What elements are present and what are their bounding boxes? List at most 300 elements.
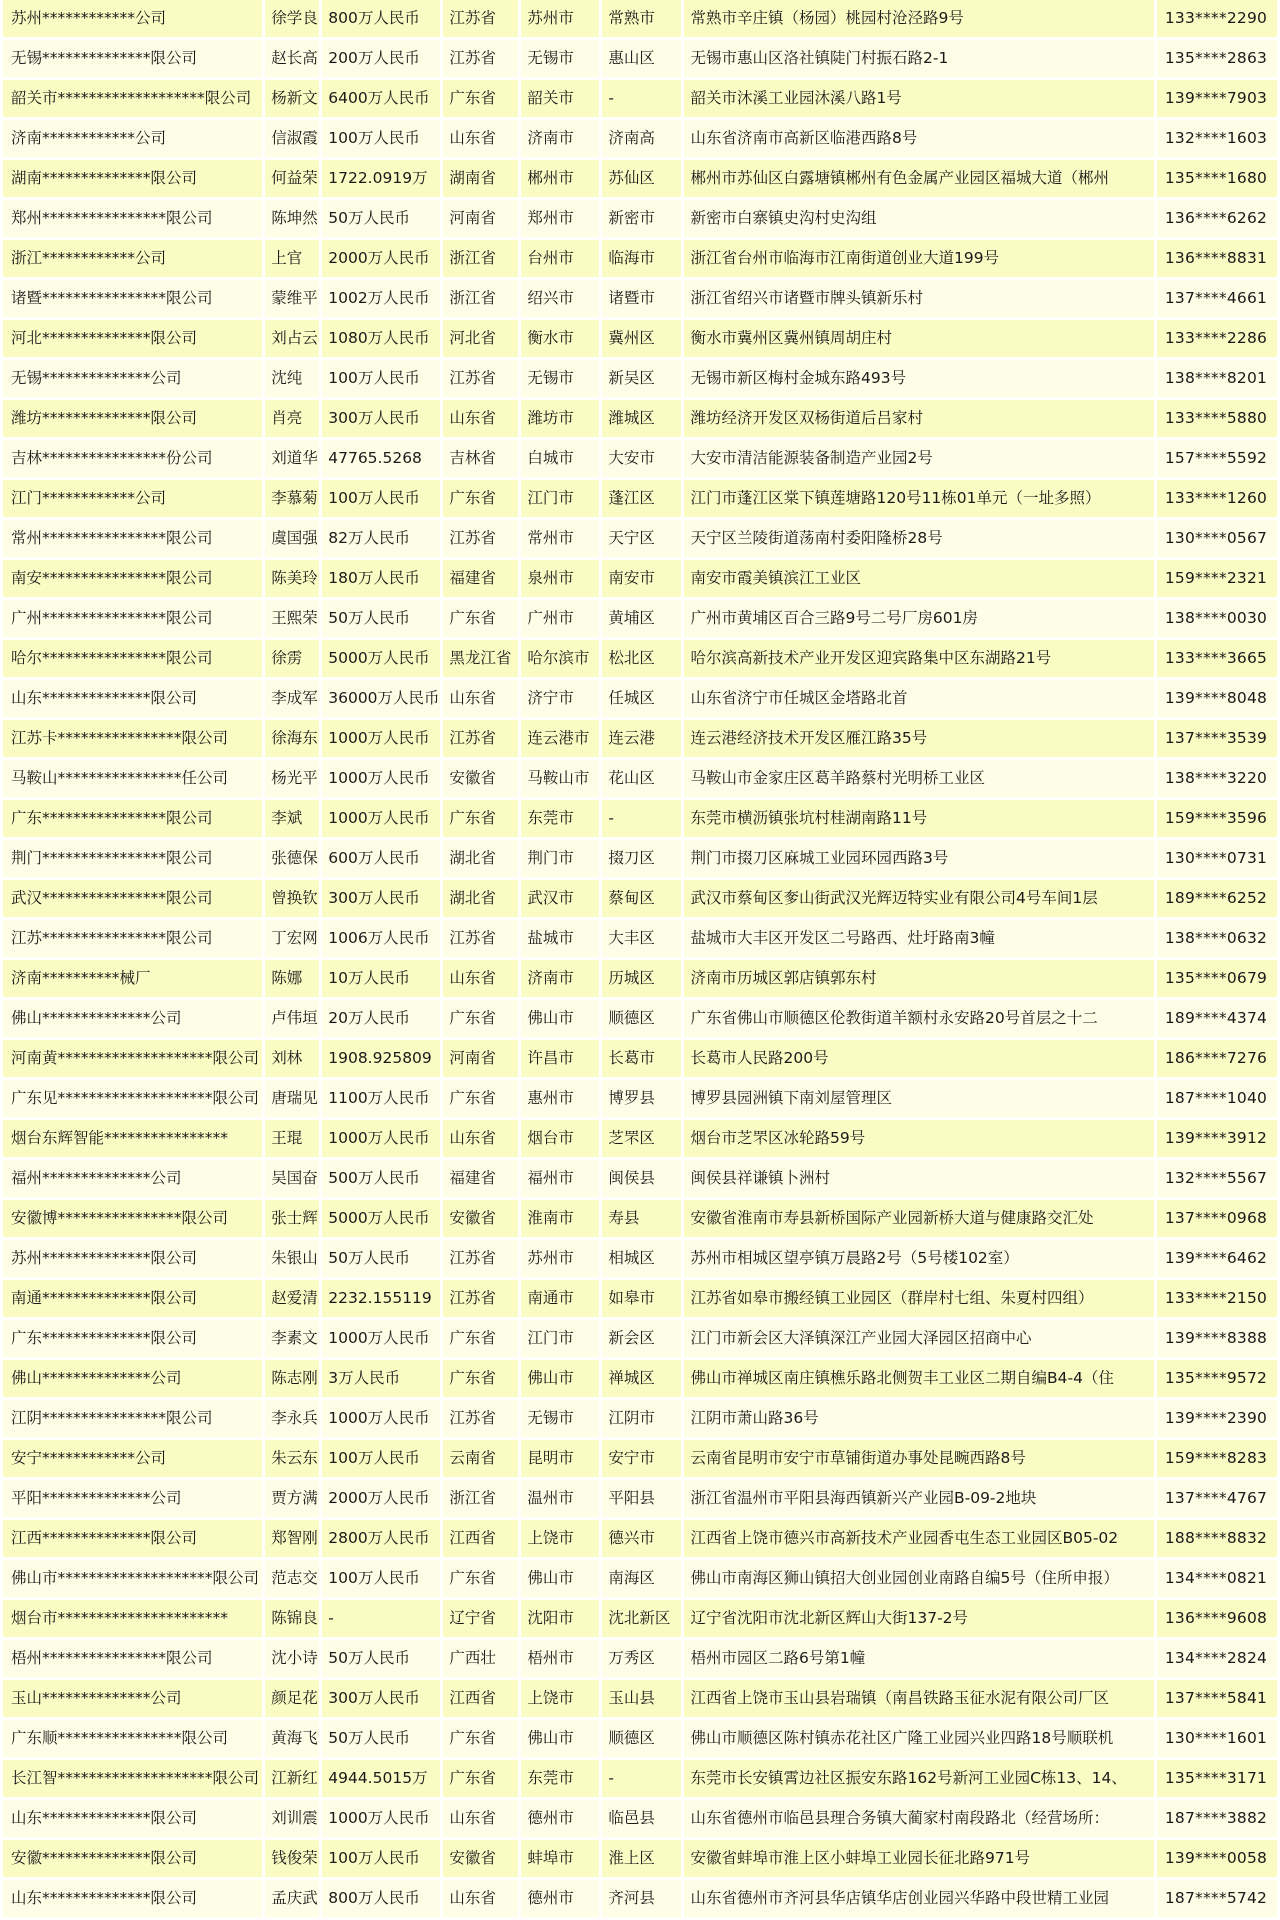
registered-capital-cell: -	[322, 1600, 440, 1637]
company-name-cell: 浙江************公司	[3, 240, 262, 277]
table-row	[3, 520, 1277, 557]
address-cell: 山东省济南市高新区临港西路8号	[684, 120, 1153, 157]
city-cell: 济宁市	[521, 680, 599, 717]
district-cell: 禅城区	[602, 1360, 681, 1397]
phone-cell: 137****4767	[1157, 1480, 1277, 1517]
registered-capital-cell: 2000万人民币	[322, 1480, 440, 1517]
company-name-cell: 玉山**************公司	[3, 1680, 262, 1717]
legal-person-cell: 江新红	[265, 1760, 319, 1797]
table-row	[3, 160, 1277, 197]
phone-cell: 133****1260	[1157, 480, 1277, 517]
city-cell: 哈尔滨市	[521, 640, 599, 677]
company-name-cell: 江苏卡****************限公司	[3, 720, 262, 757]
registered-capital-cell: 2800万人民币	[322, 1520, 440, 1557]
company-name-cell: 佛山**************公司	[3, 1360, 262, 1397]
phone-cell: 187****1040	[1157, 1080, 1277, 1117]
company-name-cell: 长江智********************限公司	[3, 1760, 262, 1797]
table-row	[3, 1120, 1277, 1157]
company-name-cell: 佛山市********************限公司	[3, 1560, 262, 1597]
province-cell: 山东省	[443, 120, 518, 157]
city-cell: 佛山市	[521, 1560, 599, 1597]
registered-capital-cell: 1000万人民币	[322, 760, 440, 797]
table-row	[3, 1480, 1277, 1517]
legal-person-cell: 李永兵	[265, 1400, 319, 1437]
province-cell: 广东省	[443, 1760, 518, 1797]
province-cell: 广东省	[443, 1360, 518, 1397]
registered-capital-cell: 200万人民币	[322, 40, 440, 77]
district-cell: 惠山区	[602, 40, 681, 77]
district-cell: 平阳县	[602, 1480, 681, 1517]
city-cell: 东莞市	[521, 1760, 599, 1797]
city-cell: 济南市	[521, 120, 599, 157]
table-row	[3, 1680, 1277, 1717]
city-cell: 沈阳市	[521, 1600, 599, 1637]
legal-person-cell: 卢伟垣	[265, 1000, 319, 1037]
province-cell: 江苏省	[443, 520, 518, 557]
province-cell: 湖北省	[443, 880, 518, 917]
legal-person-cell: 唐瑞见	[265, 1080, 319, 1117]
province-cell: 广东省	[443, 80, 518, 117]
address-cell: 郴州市苏仙区白露塘镇郴州有色金属产业园区福城大道（郴州	[684, 160, 1153, 197]
legal-person-cell: 杨新文	[265, 80, 319, 117]
address-cell: 佛山市禅城区南庄镇樵乐路北侧贺丰工业区二期自编B4-4（住	[684, 1360, 1153, 1397]
company-name-cell: 江阴****************限公司	[3, 1400, 262, 1437]
address-cell: 江阴市萧山路36号	[684, 1400, 1153, 1437]
city-cell: 衡水市	[521, 320, 599, 357]
phone-cell: 132****1603	[1157, 120, 1277, 157]
table-row	[3, 1320, 1277, 1357]
province-cell: 江苏省	[443, 0, 518, 37]
company-name-cell: 江门************公司	[3, 480, 262, 517]
table-row	[3, 1000, 1277, 1037]
district-cell: 诸暨市	[602, 280, 681, 317]
district-cell: 新会区	[602, 1320, 681, 1357]
phone-cell: 189****4374	[1157, 1000, 1277, 1037]
table-row	[3, 720, 1277, 757]
address-cell: 衡水市冀州区冀州镇周胡庄村	[684, 320, 1153, 357]
district-cell: 闽侯县	[602, 1160, 681, 1197]
company-name-cell: 山东**************限公司	[3, 1880, 262, 1917]
table-row	[3, 1200, 1277, 1237]
address-cell: 济南市历城区郭店镇郭东村	[684, 960, 1153, 997]
district-cell: 蔡甸区	[602, 880, 681, 917]
legal-person-cell: 黄海飞	[265, 1720, 319, 1757]
table-row	[3, 960, 1277, 997]
company-name-cell: 平阳**************公司	[3, 1480, 262, 1517]
company-name-cell: 烟台东辉智能****************	[3, 1120, 262, 1157]
company-name-cell: 安宁************公司	[3, 1440, 262, 1477]
address-cell: 东莞市横沥镇张坑村桂湖南路11号	[684, 800, 1153, 837]
district-cell: 芝罘区	[602, 1120, 681, 1157]
address-cell: 连云港经济技术开发区雁江路35号	[684, 720, 1153, 757]
province-cell: 福建省	[443, 1160, 518, 1197]
phone-cell: 187****5742	[1157, 1880, 1277, 1917]
city-cell: 许昌市	[521, 1040, 599, 1077]
table-row	[3, 400, 1277, 437]
district-cell: 松北区	[602, 640, 681, 677]
company-name-cell: 郑州****************限公司	[3, 200, 262, 237]
address-cell: 辽宁省沈阳市沈北新区辉山大街137-2号	[684, 1600, 1153, 1637]
table-row	[3, 1440, 1277, 1477]
registered-capital-cell: 20万人民币	[322, 1000, 440, 1037]
registered-capital-cell: 2232.155119	[322, 1280, 440, 1317]
district-cell: 南海区	[602, 1560, 681, 1597]
table-row	[3, 840, 1277, 877]
legal-person-cell: 王熙荣	[265, 600, 319, 637]
legal-person-cell: 张德保	[265, 840, 319, 877]
address-cell: 佛山市南海区狮山镇招大创业园创业南路自编5号（住所申报）	[684, 1560, 1153, 1597]
address-cell: 马鞍山市金家庄区葛羊路蔡村光明桥工业区	[684, 760, 1153, 797]
address-cell: 山东省济宁市任城区金塔路北首	[684, 680, 1153, 717]
city-cell: 潍坊市	[521, 400, 599, 437]
legal-person-cell: 赵爱清	[265, 1280, 319, 1317]
province-cell: 广东省	[443, 1560, 518, 1597]
phone-cell: 133****5880	[1157, 400, 1277, 437]
company-name-cell: 荆门****************限公司	[3, 840, 262, 877]
company-name-cell: 梧州****************限公司	[3, 1640, 262, 1677]
province-cell: 江苏省	[443, 1240, 518, 1277]
province-cell: 江苏省	[443, 1400, 518, 1437]
city-cell: 德州市	[521, 1880, 599, 1917]
district-cell: 江阴市	[602, 1400, 681, 1437]
phone-cell: 139****3912	[1157, 1120, 1277, 1157]
company-name-cell: 江苏****************限公司	[3, 920, 262, 957]
city-cell: 上饶市	[521, 1520, 599, 1557]
address-cell: 山东省德州市临邑县理合务镇大蔺家村南段路北（经营场所：	[684, 1800, 1153, 1837]
address-cell: 长葛市人民路200号	[684, 1040, 1153, 1077]
registered-capital-cell: 800万人民币	[322, 0, 440, 37]
city-cell: 德州市	[521, 1800, 599, 1837]
registered-capital-cell: 100万人民币	[322, 1440, 440, 1477]
legal-person-cell: 徐海东	[265, 720, 319, 757]
district-cell: 新密市	[602, 200, 681, 237]
district-cell: 淮上区	[602, 1840, 681, 1877]
registered-capital-cell: 47765.5268	[322, 440, 440, 477]
legal-person-cell: 徐雳	[265, 640, 319, 677]
company-name-cell: 吉林****************份公司	[3, 440, 262, 477]
legal-person-cell: 陈娜	[265, 960, 319, 997]
legal-person-cell: 陈志刚	[265, 1360, 319, 1397]
registered-capital-cell: 100万人民币	[322, 1840, 440, 1877]
city-cell: 上饶市	[521, 1680, 599, 1717]
district-cell: 南安市	[602, 560, 681, 597]
address-cell: 新密市白寨镇史沟村史沟组	[684, 200, 1153, 237]
company-name-cell: 无锡**************公司	[3, 360, 262, 397]
registered-capital-cell: 100万人民币	[322, 480, 440, 517]
phone-cell: 135****9572	[1157, 1360, 1277, 1397]
phone-cell: 135****3171	[1157, 1760, 1277, 1797]
province-cell: 云南省	[443, 1440, 518, 1477]
table-row	[3, 1880, 1277, 1917]
address-cell: 安徽省蚌埠市淮上区小蚌埠工业园长征北路971号	[684, 1840, 1153, 1877]
province-cell: 广西壮	[443, 1640, 518, 1677]
city-cell: 福州市	[521, 1160, 599, 1197]
phone-cell: 132****5567	[1157, 1160, 1277, 1197]
registered-capital-cell: 100万人民币	[322, 120, 440, 157]
phone-cell: 137****4661	[1157, 280, 1277, 317]
district-cell: 连云港	[602, 720, 681, 757]
registered-capital-cell: 3万人民币	[322, 1360, 440, 1397]
city-cell: 荆门市	[521, 840, 599, 877]
table-row	[3, 40, 1277, 77]
province-cell: 山东省	[443, 960, 518, 997]
province-cell: 山东省	[443, 1120, 518, 1157]
registered-capital-cell: 500万人民币	[322, 1160, 440, 1197]
company-name-cell: 潍坊**************限公司	[3, 400, 262, 437]
address-cell: 苏州市相城区望亭镇万晨路2号（5号楼102室）	[684, 1240, 1153, 1277]
phone-cell: 136****9608	[1157, 1600, 1277, 1637]
province-cell: 山东省	[443, 1880, 518, 1917]
address-cell: 武汉市蔡甸区奓山街武汉光辉迈特实业有限公司4号车间1层	[684, 880, 1153, 917]
city-cell: 江门市	[521, 1320, 599, 1357]
address-cell: 浙江省台州市临海市江南街道创业大道199号	[684, 240, 1153, 277]
legal-person-cell: 张士辉	[265, 1200, 319, 1237]
province-cell: 河南省	[443, 1040, 518, 1077]
table-row	[3, 560, 1277, 597]
registered-capital-cell: 1006万人民币	[322, 920, 440, 957]
registered-capital-cell: 50万人民币	[322, 1640, 440, 1677]
legal-person-cell: 沈小诗	[265, 1640, 319, 1677]
district-cell: 花山区	[602, 760, 681, 797]
district-cell: 冀州区	[602, 320, 681, 357]
registered-capital-cell: 180万人民币	[322, 560, 440, 597]
district-cell: 新吴区	[602, 360, 681, 397]
phone-cell: 138****0632	[1157, 920, 1277, 957]
phone-cell: 159****8283	[1157, 1440, 1277, 1477]
table-row	[3, 480, 1277, 517]
address-cell: 佛山市顺德区陈村镇赤花社区广隆工业园兴业四路18号顺联机	[684, 1720, 1153, 1757]
address-cell: 博罗县园洲镇下南刘屋管理区	[684, 1080, 1153, 1117]
phone-cell: 137****0968	[1157, 1200, 1277, 1237]
registered-capital-cell: 1000万人民币	[322, 1800, 440, 1837]
phone-cell: 138****8201	[1157, 360, 1277, 397]
address-cell: 荆门市掇刀区麻城工业园环园西路3号	[684, 840, 1153, 877]
table-row	[3, 680, 1277, 717]
company-name-cell: 苏州************公司	[3, 0, 262, 37]
city-cell: 南通市	[521, 1280, 599, 1317]
company-name-cell: 山东**************限公司	[3, 680, 262, 717]
registered-capital-cell: 800万人民币	[322, 1880, 440, 1917]
table-row	[3, 760, 1277, 797]
legal-person-cell: 陈坤然	[265, 200, 319, 237]
legal-person-cell: 孟庆武	[265, 1880, 319, 1917]
registered-capital-cell: 50万人民币	[322, 200, 440, 237]
province-cell: 江苏省	[443, 1280, 518, 1317]
district-cell: -	[602, 1760, 681, 1797]
address-cell: 浙江省绍兴市诸暨市牌头镇新乐村	[684, 280, 1153, 317]
district-cell: 顺德区	[602, 1000, 681, 1037]
table-row	[3, 120, 1277, 157]
legal-person-cell: 吴国奋	[265, 1160, 319, 1197]
table-row	[3, 0, 1277, 37]
company-name-cell: 南安****************限公司	[3, 560, 262, 597]
registered-capital-cell: 1000万人民币	[322, 1120, 440, 1157]
district-cell: 寿县	[602, 1200, 681, 1237]
table-row	[3, 440, 1277, 477]
legal-person-cell: 杨光平	[265, 760, 319, 797]
table-row	[3, 600, 1277, 637]
city-cell: 济南市	[521, 960, 599, 997]
district-cell: 天宁区	[602, 520, 681, 557]
address-cell: 东莞市长安镇霄边社区振安东路162号新河工业园C栋13、14、	[684, 1760, 1153, 1797]
company-name-cell: 常州****************限公司	[3, 520, 262, 557]
legal-person-cell: 丁宏网	[265, 920, 319, 957]
legal-person-cell: 范志交	[265, 1560, 319, 1597]
province-cell: 河北省	[443, 320, 518, 357]
province-cell: 江苏省	[443, 920, 518, 957]
legal-person-cell: 信淑霞	[265, 120, 319, 157]
city-cell: 盐城市	[521, 920, 599, 957]
registered-capital-cell: 10万人民币	[322, 960, 440, 997]
registered-capital-cell: 100万人民币	[322, 1560, 440, 1597]
district-cell: 大丰区	[602, 920, 681, 957]
district-cell: 济南高	[602, 120, 681, 157]
table-row	[3, 640, 1277, 677]
phone-cell: 135****2863	[1157, 40, 1277, 77]
city-cell: 无锡市	[521, 40, 599, 77]
province-cell: 福建省	[443, 560, 518, 597]
registered-capital-cell: 82万人民币	[322, 520, 440, 557]
table-row	[3, 800, 1277, 837]
legal-person-cell: 王琨	[265, 1120, 319, 1157]
address-cell: 潍坊经济开发区双杨街道后吕家村	[684, 400, 1153, 437]
company-name-cell: 广东****************限公司	[3, 800, 262, 837]
city-cell: 绍兴市	[521, 280, 599, 317]
company-name-cell: 马鞍山****************任公司	[3, 760, 262, 797]
phone-cell: 130****0567	[1157, 520, 1277, 557]
company-name-cell: 苏州**************限公司	[3, 1240, 262, 1277]
table-row	[3, 920, 1277, 957]
phone-cell: 189****6252	[1157, 880, 1277, 917]
address-cell: 广东省佛山市顺德区伦教街道羊额村永安路20号首层之十二	[684, 1000, 1153, 1037]
district-cell: 万秀区	[602, 1640, 681, 1677]
table-row	[3, 1800, 1277, 1837]
phone-cell: 130****0731	[1157, 840, 1277, 877]
address-cell: 江苏省如皋市搬经镇工业园区（群岸村七组、朱夏村四组）	[684, 1280, 1153, 1317]
district-cell: 齐河县	[602, 1880, 681, 1917]
registered-capital-cell: 5000万人民币	[322, 640, 440, 677]
province-cell: 广东省	[443, 1080, 518, 1117]
table-row	[3, 200, 1277, 237]
phone-cell: 135****0679	[1157, 960, 1277, 997]
legal-person-cell: 陈美玲	[265, 560, 319, 597]
district-cell: 博罗县	[602, 1080, 681, 1117]
province-cell: 江苏省	[443, 360, 518, 397]
address-cell: 山东省德州市齐河县华店镇华店创业园兴华路中段世精工业园	[684, 1880, 1153, 1917]
address-cell: 浙江省温州市平阳县海西镇新兴产业园B-09-2地块	[684, 1480, 1153, 1517]
phone-cell: 133****2290	[1157, 0, 1277, 37]
table-row	[3, 1280, 1277, 1317]
registered-capital-cell: 300万人民币	[322, 1680, 440, 1717]
province-cell: 山东省	[443, 1800, 518, 1837]
legal-person-cell: 刘道华	[265, 440, 319, 477]
district-cell: 沈北新区	[602, 1600, 681, 1637]
legal-person-cell: 徐学良	[265, 0, 319, 37]
address-cell: 盐城市大丰区开发区二号路西、灶圩路南3幢	[684, 920, 1153, 957]
province-cell: 湖北省	[443, 840, 518, 877]
legal-person-cell: 上官	[265, 240, 319, 277]
registered-capital-cell: 4944.5015万	[322, 1760, 440, 1797]
district-cell: 玉山县	[602, 1680, 681, 1717]
legal-person-cell: 肖亮	[265, 400, 319, 437]
table-row	[3, 1560, 1277, 1597]
table-row	[3, 1640, 1277, 1677]
legal-person-cell: 朱银山	[265, 1240, 319, 1277]
province-cell: 吉林省	[443, 440, 518, 477]
province-cell: 河南省	[443, 200, 518, 237]
city-cell: 昆明市	[521, 1440, 599, 1477]
table-row	[3, 1600, 1277, 1637]
company-name-cell: 济南************公司	[3, 120, 262, 157]
company-name-cell: 河北**************限公司	[3, 320, 262, 357]
legal-person-cell: 刘训震	[265, 1800, 319, 1837]
registered-capital-cell: 36000万人民币	[322, 680, 440, 717]
city-cell: 佛山市	[521, 1720, 599, 1757]
table-body	[3, 0, 1277, 1917]
province-cell: 浙江省	[443, 1480, 518, 1517]
company-name-cell: 广东**************限公司	[3, 1320, 262, 1357]
table-row	[3, 1360, 1277, 1397]
phone-cell: 139****8048	[1157, 680, 1277, 717]
district-cell: 德兴市	[602, 1520, 681, 1557]
phone-cell: 133****2286	[1157, 320, 1277, 357]
table-row	[3, 1520, 1277, 1557]
legal-person-cell: 赵长高	[265, 40, 319, 77]
city-cell: 江门市	[521, 480, 599, 517]
address-cell: 烟台市芝罘区冰轮路59号	[684, 1120, 1153, 1157]
province-cell: 江西省	[443, 1680, 518, 1717]
company-name-cell: 济南**********械厂	[3, 960, 262, 997]
registered-capital-cell: 5000万人民币	[322, 1200, 440, 1237]
table-row	[3, 80, 1277, 117]
address-cell: 南安市霞美镇滨江工业区	[684, 560, 1153, 597]
registered-capital-cell: 1000万人民币	[322, 720, 440, 757]
district-cell: -	[602, 800, 681, 837]
province-cell: 山东省	[443, 400, 518, 437]
table-row	[3, 1720, 1277, 1757]
city-cell: 梧州市	[521, 1640, 599, 1677]
phone-cell: 139****0058	[1157, 1840, 1277, 1877]
city-cell: 东莞市	[521, 800, 599, 837]
address-cell: 无锡市新区梅村金城东路493号	[684, 360, 1153, 397]
company-name-cell: 江西**************限公司	[3, 1520, 262, 1557]
district-cell: 大安市	[602, 440, 681, 477]
registered-capital-cell: 600万人民币	[322, 840, 440, 877]
company-name-cell: 韶关市*******************限公司	[3, 80, 262, 117]
legal-person-cell: 曾换钦	[265, 880, 319, 917]
phone-cell: 136****8831	[1157, 240, 1277, 277]
province-cell: 江西省	[443, 1520, 518, 1557]
city-cell: 广州市	[521, 600, 599, 637]
province-cell: 江苏省	[443, 40, 518, 77]
legal-person-cell: 李慕菊	[265, 480, 319, 517]
legal-person-cell: 李斌	[265, 800, 319, 837]
city-cell: 淮南市	[521, 1200, 599, 1237]
phone-cell: 186****7276	[1157, 1040, 1277, 1077]
phone-cell: 139****6462	[1157, 1240, 1277, 1277]
registered-capital-cell: 300万人民币	[322, 880, 440, 917]
table-row	[3, 880, 1277, 917]
district-cell: 苏仙区	[602, 160, 681, 197]
company-name-cell: 诸暨****************限公司	[3, 280, 262, 317]
legal-person-cell: 陈锦良	[265, 1600, 319, 1637]
district-cell: 临海市	[602, 240, 681, 277]
city-cell: 无锡市	[521, 1400, 599, 1437]
phone-cell: 135****1680	[1157, 160, 1277, 197]
company-name-cell: 福州**************公司	[3, 1160, 262, 1197]
registered-capital-cell: 1002万人民币	[322, 280, 440, 317]
table-row	[3, 1240, 1277, 1277]
